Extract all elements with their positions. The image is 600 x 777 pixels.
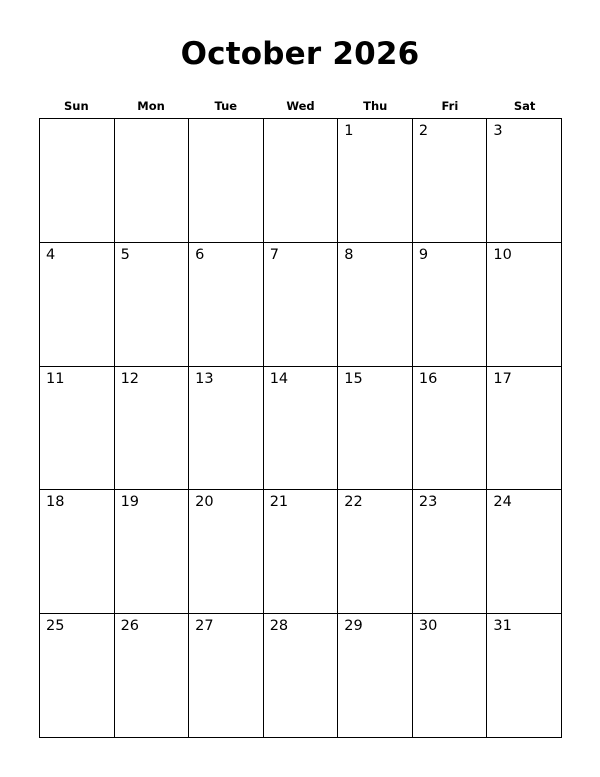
day-cell[interactable] (487, 119, 562, 243)
day-cell[interactable] (487, 243, 562, 367)
day-number: 29 (344, 618, 363, 635)
day-number: 31 (493, 618, 512, 635)
day-cell[interactable] (264, 614, 339, 738)
day-cell[interactable] (413, 490, 488, 614)
day-number: 3 (493, 123, 503, 139)
day-number: 27 (195, 618, 214, 635)
day-number: 26 (120, 618, 140, 635)
day-cell[interactable] (413, 367, 488, 491)
weekday-mon: Mon (137, 99, 165, 113)
weekday-fri: Fri (441, 99, 459, 113)
weekday-sat: Sat (513, 99, 536, 113)
day-number: 23 (418, 494, 438, 511)
day-number: 14 (269, 370, 289, 387)
day-cell[interactable] (413, 119, 488, 243)
weekday-tue: Tue (214, 99, 238, 113)
day-number: 19 (120, 494, 140, 511)
day-number: 18 (46, 494, 65, 511)
day-cell[interactable] (338, 119, 413, 243)
day-cell[interactable] (338, 367, 413, 491)
weekday-thu: Thu (363, 99, 388, 113)
day-cell[interactable] (338, 614, 413, 738)
day-number: 8 (344, 246, 354, 263)
day-number: 24 (493, 494, 512, 511)
weekday-header-row (39, 99, 562, 113)
day-number: 25 (46, 618, 65, 635)
day-cell[interactable] (487, 614, 562, 738)
day-number: 12 (120, 370, 140, 387)
day-number: 13 (195, 370, 214, 387)
day-number: 21 (269, 494, 289, 511)
day-number: 10 (493, 246, 512, 263)
day-number: 15 (344, 370, 363, 387)
day-cell[interactable] (264, 119, 339, 243)
day-cell[interactable] (264, 243, 339, 367)
day-cell[interactable] (338, 243, 413, 367)
day-cell[interactable] (487, 490, 562, 614)
day-cell[interactable] (115, 119, 190, 243)
day-cell[interactable] (189, 119, 264, 243)
day-number: 17 (493, 370, 512, 387)
day-cell[interactable] (189, 367, 264, 491)
day-number: 1 (344, 123, 354, 139)
weekday-sun: Sun (64, 99, 89, 113)
weekday-wed: Wed (286, 99, 315, 113)
day-cell[interactable] (115, 614, 190, 738)
day-number: 11 (46, 370, 65, 387)
day-number: 22 (344, 494, 363, 511)
day-cell[interactable] (487, 367, 562, 491)
day-number: 4 (46, 246, 56, 263)
day-cell[interactable] (40, 119, 115, 243)
day-number: 20 (195, 494, 214, 511)
day-cell[interactable] (115, 243, 190, 367)
day-number: 7 (269, 246, 279, 263)
day-number: 30 (418, 618, 438, 635)
day-cell[interactable] (338, 490, 413, 614)
day-number: 2 (418, 123, 429, 139)
day-number: 16 (418, 370, 438, 387)
day-cell[interactable] (40, 490, 115, 614)
day-cell[interactable] (115, 367, 190, 491)
day-cell[interactable] (189, 243, 264, 367)
day-cell[interactable] (40, 367, 115, 491)
day-cell[interactable] (189, 614, 264, 738)
day-cell[interactable] (40, 614, 115, 738)
day-cell[interactable] (264, 490, 339, 614)
day-number: 28 (269, 618, 289, 635)
day-cell[interactable] (189, 490, 264, 614)
day-cell[interactable] (115, 490, 190, 614)
day-cell[interactable] (413, 243, 488, 367)
calendar-title: October 2026 (180, 36, 420, 72)
day-cell[interactable] (40, 243, 115, 367)
calendar-grid (39, 118, 562, 738)
day-cell[interactable] (413, 614, 488, 738)
day-number: 5 (120, 246, 130, 263)
day-number: 9 (418, 246, 429, 263)
day-number: 6 (195, 246, 205, 263)
day-cell[interactable] (264, 367, 339, 491)
